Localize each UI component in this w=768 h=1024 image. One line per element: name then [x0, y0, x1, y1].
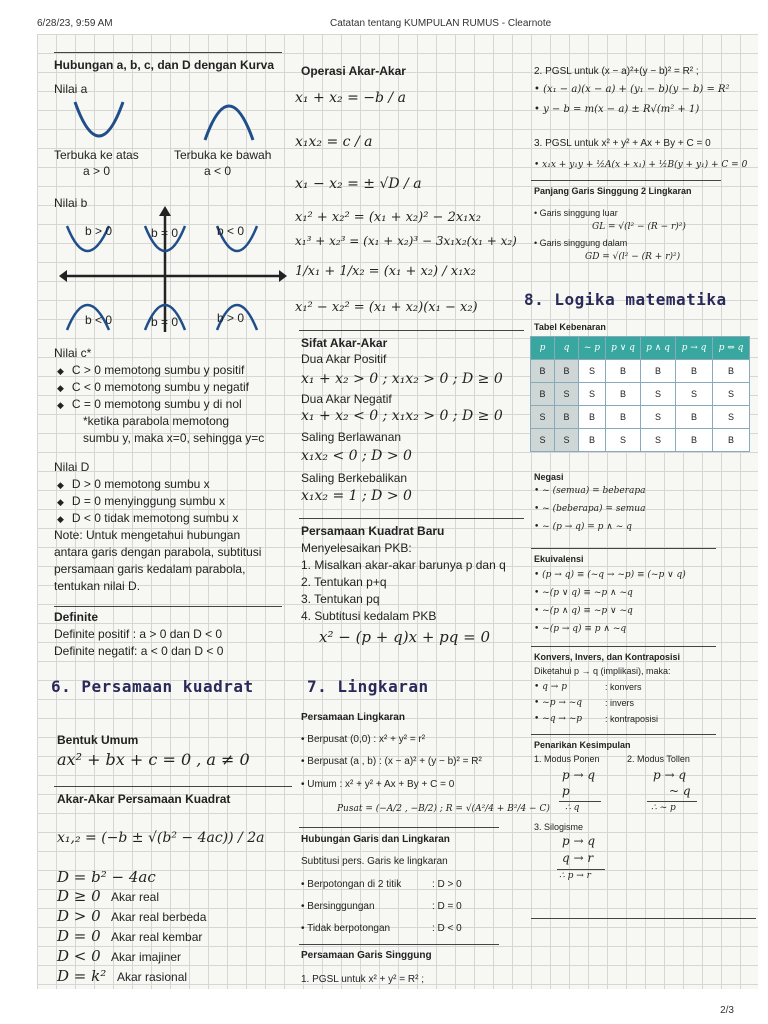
table-cell: B — [641, 360, 676, 383]
pl-item: • Berpusat (a , b) : (x − a)² + (y − b)² = R² — [301, 756, 482, 767]
d-meaning: Akar real berbeda — [111, 910, 207, 924]
kik-label: : kontraposisi — [605, 714, 659, 724]
hgl-title: Hubungan Garis dan Lingkaran — [301, 834, 450, 845]
pkb-step: 3. Tentukan pq — [301, 592, 380, 606]
divider — [299, 518, 524, 519]
akar-title: Akar-Akar Persamaan Kuadrat — [57, 792, 231, 806]
hgl-cond: : D < 0 — [432, 923, 462, 934]
table-cell: B — [531, 360, 555, 383]
hgl-cond: : D > 0 — [432, 879, 462, 890]
c-item: ◆ C = 0 memotong sumbu y di nol — [57, 397, 242, 411]
section-8-heading: 8. Logika matematika — [524, 290, 727, 309]
negasi-title: Negasi — [534, 472, 564, 482]
notes-sheet — [37, 34, 758, 989]
table-cell: B — [579, 406, 606, 429]
table-cell: S — [606, 429, 641, 452]
silogisme: 3. Silogisme — [534, 822, 584, 832]
table-cell: S — [555, 383, 579, 406]
pgs-item: 1. PGSL untuk x² + y² = R² ; — [301, 974, 425, 985]
sifat-label: Dua Akar Positif — [301, 352, 387, 366]
table-row — [531, 406, 750, 429]
divider — [531, 548, 716, 549]
table-header: ~ p — [579, 337, 606, 360]
buka-atas-label: Terbuka ke atas — [54, 148, 139, 162]
mp-line: p — [562, 784, 570, 798]
bentuk-umum-eq: ax² + bx + c = 0 , a ≠ 0 — [57, 750, 250, 769]
negasi-item: • ~ (p → q) = p ∧ ~ q — [534, 522, 632, 532]
note-line: tentukan nilai D. — [54, 579, 141, 593]
d-meaning: Akar real — [111, 890, 160, 904]
a-positive-label: a > 0 — [83, 164, 111, 178]
d-item: ◆ D < 0 tidak memotong sumbu x — [57, 511, 238, 525]
kik-label: : konvers — [605, 682, 642, 692]
d-meaning: Akar rasional — [117, 970, 188, 984]
divider — [299, 330, 524, 331]
divider — [54, 786, 292, 787]
table-cell: B — [606, 383, 641, 406]
pgs2l-title: Panjang Garis Singgung 2 Lingkaran — [534, 186, 692, 196]
divider — [531, 734, 716, 735]
kurva-title: Hubungan a, b, c, dan D dengan Kurva — [54, 58, 275, 72]
divider — [54, 606, 282, 607]
kik-item: • ~p → ~q — [534, 698, 583, 708]
modus-tollen: 2. Modus Tollen — [627, 754, 690, 764]
kik-label: : invers — [605, 698, 635, 708]
table-row — [531, 429, 750, 452]
kik-title: Konvers, Invers, dan Kontraposisi — [534, 652, 681, 662]
d-item: ◆ D > 0 memotong sumbu x — [57, 477, 210, 491]
print-datetime: 6/28/23, 9:59 AM — [37, 18, 113, 29]
pkb-step: 1. Misalkan akar-akar barunya p dan q — [301, 558, 506, 572]
op-formula: x₁³ + x₂³ = (x₁ + x₂)³ − 3x₁x₂(x₁ + x₂) — [295, 234, 517, 248]
gs-luar-formula: GL = √(l² − (R − r)²) — [592, 222, 686, 232]
kik-item: • ~q → ~p — [534, 714, 583, 724]
table-cell: S — [555, 429, 579, 452]
b-label: b = 0 — [151, 226, 179, 240]
table-cell: S — [579, 360, 606, 383]
c-note: *ketika parabola memotong — [83, 414, 230, 428]
ekuiv-item: • (p → q) ≡ (~q → ~p) ≡ (~p ∨ q) — [534, 570, 686, 580]
table-cell: S — [531, 429, 555, 452]
nilai-d-label: Nilai D — [54, 460, 90, 474]
divider — [54, 52, 282, 53]
d-cond: D < 0 — [57, 947, 101, 965]
nilai-a-label: Nilai a — [54, 82, 88, 96]
op-formula: 1/x₁ + 1/x₂ = (x₁ + x₂) / x₁x₂ — [295, 264, 476, 279]
table-header: p → q — [676, 337, 713, 360]
divider — [531, 918, 756, 919]
d-item: ◆ D = 0 menyinggung sumbu x — [57, 494, 225, 508]
table-cell: S — [641, 406, 676, 429]
pusat-formula: Pusat = (−A/2 , −B/2) ; R = √(A²/4 + B²/4 − C) — [337, 804, 550, 814]
pgsl-3-formula: • x₁x + y₁y + ½A(x + x₁) + ½B(y + y₁) + C = 0 — [534, 160, 748, 170]
pgsl-2-formula: • (x₁ − a)(x − a) + (y₁ − b)(y − b) = R² — [534, 84, 730, 95]
negasi-item: • ~ (beberapa) = semua — [534, 504, 646, 514]
c-note: sumbu y, maka x=0, sehingga y=c — [83, 431, 265, 445]
b-label: b < 0 — [217, 224, 245, 238]
pkb-title: Persamaan Kuadrat Baru — [301, 524, 445, 538]
operasi-title: Operasi Akar-Akar — [301, 64, 406, 78]
kik-sub: Diketahui p → q (implikasi), maka: — [534, 666, 671, 676]
op-formula: x₁x₂ = c / a — [295, 134, 373, 150]
divider — [557, 869, 605, 870]
gs-dalam-formula: GD = √(l² − (R + r)²) — [585, 252, 681, 262]
op-formula: x₁ − x₂ = ± √D / a — [295, 176, 422, 192]
mp-line: ∴ q — [565, 803, 580, 813]
nilai-b-label: Nilai b — [54, 196, 88, 210]
sifat-cond: x₁ + x₂ > 0 ; x₁x₂ > 0 ; D ≥ 0 — [301, 371, 503, 387]
ekuiv-title: Ekuivalensi — [534, 554, 584, 564]
parabola-up-icon — [75, 102, 123, 136]
negasi-item: • ~ (semua) = beberapa — [534, 486, 646, 496]
d-meaning: Akar real kembar — [111, 930, 203, 944]
sifat-title: Sifat Akar-Akar — [301, 336, 388, 350]
table-cell: B — [713, 360, 750, 383]
pkb-step: 4. Subtitusi kedalam PKB — [301, 609, 437, 623]
hgl-item: • Bersinggungan — [301, 901, 375, 912]
note-line: persamaan garis kedalam parabola, — [54, 562, 246, 576]
op-formula: x₁² − x₂² = (x₁ + x₂)(x₁ − x₂) — [295, 300, 478, 315]
table-cell: B — [713, 429, 750, 452]
pl-item: • Berpusat (0,0) : x² + y² = r² — [301, 734, 426, 745]
mt-line: ~ q — [669, 784, 691, 798]
table-header: p — [531, 337, 555, 360]
ekuiv-item: • ~(p ∨ q) ≡ ~p ∧ ~q — [534, 588, 633, 598]
table-header: p ⇔ q — [713, 337, 750, 360]
pkb-equation: x² − (p + q)x + pq = 0 — [319, 628, 491, 646]
diskriminan-formula: D = b² − 4ac — [57, 868, 156, 886]
a-negative-label: a < 0 — [204, 164, 232, 178]
kik-item: • q → p — [534, 682, 567, 692]
divider — [299, 827, 499, 828]
table-cell: S — [713, 406, 750, 429]
gs-luar: • Garis singgung luar — [534, 208, 618, 218]
table-cell: B — [555, 360, 579, 383]
parabola-a-illustration — [67, 98, 267, 144]
ekuiv-item: • ~(p → q) ≡ p ∧ ~q — [534, 624, 627, 634]
divider — [647, 801, 697, 802]
divider — [531, 180, 721, 181]
hgl-item: • Tidak berpotongan — [301, 923, 391, 934]
page-number: 2/3 — [720, 1005, 734, 1016]
sil-line: p → q — [562, 834, 596, 848]
print-title: Catatan tentang KUMPULAN RUMUS - Clearnote — [330, 18, 552, 29]
b-label: b < 0 — [85, 313, 113, 327]
d-meaning: Akar imajiner — [111, 950, 182, 964]
note-line: Note: Untuk mengetahui hubungan — [54, 528, 241, 542]
table-cell: S — [641, 383, 676, 406]
note-line: antara garis dengan parabola, subtitusi — [54, 545, 262, 559]
definite-positif: Definite positif : a > 0 dan D < 0 — [54, 627, 223, 641]
table-header: q — [555, 337, 579, 360]
table-cell: B — [676, 406, 713, 429]
table-row — [531, 360, 750, 383]
pk-title: Penarikan Kesimpulan — [534, 740, 631, 750]
divider — [559, 801, 601, 802]
hgl-item: • Berpotongan di 2 titik — [301, 879, 402, 890]
b-label: b > 0 — [85, 224, 113, 238]
pgs-title: Persamaan Garis Singgung — [301, 950, 432, 961]
d-cond: D = 0 — [57, 927, 101, 945]
pgsl-3: 3. PGSL untuk x² + y² + Ax + By + C = 0 — [534, 138, 711, 149]
op-formula: x₁² + x₂² = (x₁ + x₂)² − 2x₁x₂ — [295, 210, 481, 225]
table-cell: S — [641, 429, 676, 452]
pkb-sub: Menyelesaikan PKB: — [301, 541, 412, 555]
b-label: b > 0 — [217, 311, 245, 325]
table-header: p ∨ q — [606, 337, 641, 360]
section-6-heading: 6. Persamaan kuadrat — [51, 677, 254, 696]
c-item: ◆ C > 0 memotong sumbu y positif — [57, 363, 244, 377]
d-cond: D = k² — [57, 967, 107, 985]
table-row — [531, 383, 750, 406]
sifat-label: Saling Berlawanan — [301, 430, 402, 444]
pkb-step: 2. Tentukan p+q — [301, 575, 387, 589]
sil-line: q → r — [562, 851, 594, 865]
truth-table — [530, 336, 750, 452]
akar-formula: x₁,₂ = (−b ± √(b² − 4ac)) / 2a — [57, 830, 265, 846]
sil-line: ∴ p → r — [559, 871, 591, 881]
table-cell: B — [579, 429, 606, 452]
table-cell: B — [531, 383, 555, 406]
gs-dalam: • Garis singgung dalam — [534, 238, 628, 248]
table-cell: B — [676, 360, 713, 383]
ekuiv-item: • ~(p ∧ q) ≡ ~p ∨ ~q — [534, 606, 633, 616]
section-7-heading: 7. Lingkaran — [307, 677, 429, 696]
mp-line: p → q — [562, 768, 596, 782]
sifat-label: Saling Berkebalikan — [301, 471, 408, 485]
nilai-c-label: Nilai c* — [54, 346, 92, 360]
d-cond: D > 0 — [57, 907, 101, 925]
modus-ponen: 1. Modus Ponen — [534, 754, 600, 764]
hgl-sub: Subtitusi pers. Garis ke lingkaran — [301, 856, 448, 867]
buka-bawah-label: Terbuka ke bawah — [174, 148, 272, 162]
table-cell: B — [676, 429, 713, 452]
c-item: ◆ C < 0 memotong sumbu y negatif — [57, 380, 249, 394]
definite-title: Definite — [54, 610, 99, 624]
tabel-title: Tabel Kebenaran — [534, 322, 606, 332]
table-cell: B — [555, 406, 579, 429]
bentuk-umum-title: Bentuk Umum — [57, 733, 139, 747]
d-cond: D ≥ 0 — [57, 887, 101, 905]
pl-item: • Umum : x² + y² + Ax + By + C = 0 — [301, 779, 455, 790]
table-cell: B — [606, 406, 641, 429]
pgsl-2: 2. PGSL untuk (x − a)²+(y − b)² = R² ; — [534, 66, 699, 77]
table-cell: B — [606, 360, 641, 383]
mt-line: ∴ ~ p — [651, 803, 676, 813]
table-cell: S — [579, 383, 606, 406]
parabola-down-icon — [205, 106, 253, 140]
sifat-cond: x₁x₂ = 1 ; D > 0 — [301, 488, 412, 504]
table-cell: S — [531, 406, 555, 429]
table-cell: S — [676, 383, 713, 406]
table-header: p ∧ q — [641, 337, 676, 360]
pgsl-2-formula: • y − b = m(x − a) ± R√(m² + 1) — [534, 104, 700, 115]
sifat-cond: x₁x₂ < 0 ; D > 0 — [301, 448, 412, 464]
divider — [299, 944, 499, 945]
divider — [531, 646, 716, 647]
b-label: b = 0 — [151, 315, 179, 329]
table-cell: S — [713, 383, 750, 406]
mt-line: p → q — [653, 768, 687, 782]
pl-title: Persamaan Lingkaran — [301, 712, 405, 723]
hgl-cond: : D = 0 — [432, 901, 462, 912]
sifat-cond: x₁ + x₂ < 0 ; x₁x₂ > 0 ; D ≥ 0 — [301, 408, 503, 424]
definite-negatif: Definite negatif: a < 0 dan D < 0 — [54, 644, 224, 658]
sifat-label: Dua Akar Negatif — [301, 392, 392, 406]
op-formula: x₁ + x₂ = −b / a — [295, 90, 406, 106]
